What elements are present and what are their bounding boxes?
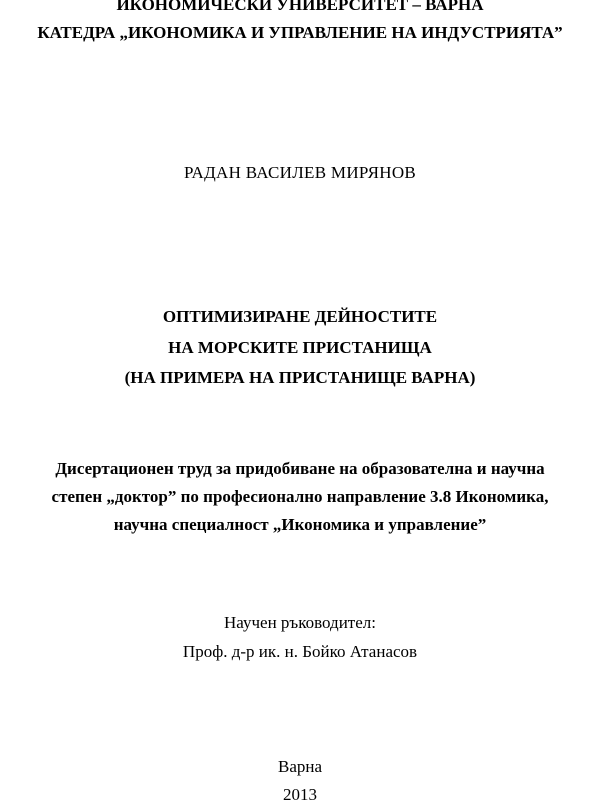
thesis-title-line-1: ОПТИМИЗИРАНЕ ДЕЙНОСТИТЕ	[162, 307, 438, 326]
city: Варна	[277, 757, 323, 776]
department-name: КАТЕДРА „ИКОНОМИКА И УПРАВЛЕНИЕ НА ИНДУСТРИЯТА”	[37, 23, 563, 42]
year: 2013	[283, 785, 317, 804]
thesis-title-line-2: НА МОРСКИТЕ ПРИСТАНИЩА	[168, 338, 432, 357]
description-line-3: научна специалност „Икономика и управление”	[113, 515, 487, 534]
description-line-2: степен „доктор” по професионално направление 3.8 Икономика,	[51, 487, 549, 506]
university-name: ИКОНОМИЧЕСКИ УНИВЕРСИТЕТ – ВАРНА	[116, 0, 484, 14]
description-line-1: Дисертационен труд за придобиване на образователна и научна	[55, 459, 545, 478]
thesis-title-line-3: (НА ПРИМЕРА НА ПРИСТАНИЩЕ ВАРНА)	[124, 368, 476, 387]
supervisor-name: Проф. д-р ик. н. Бойко Атанасов	[182, 642, 418, 661]
supervisor-label: Научен ръководител:	[224, 613, 376, 632]
author-name: РАДАН ВАСИЛЕВ МИРЯНОВ	[183, 163, 417, 182]
